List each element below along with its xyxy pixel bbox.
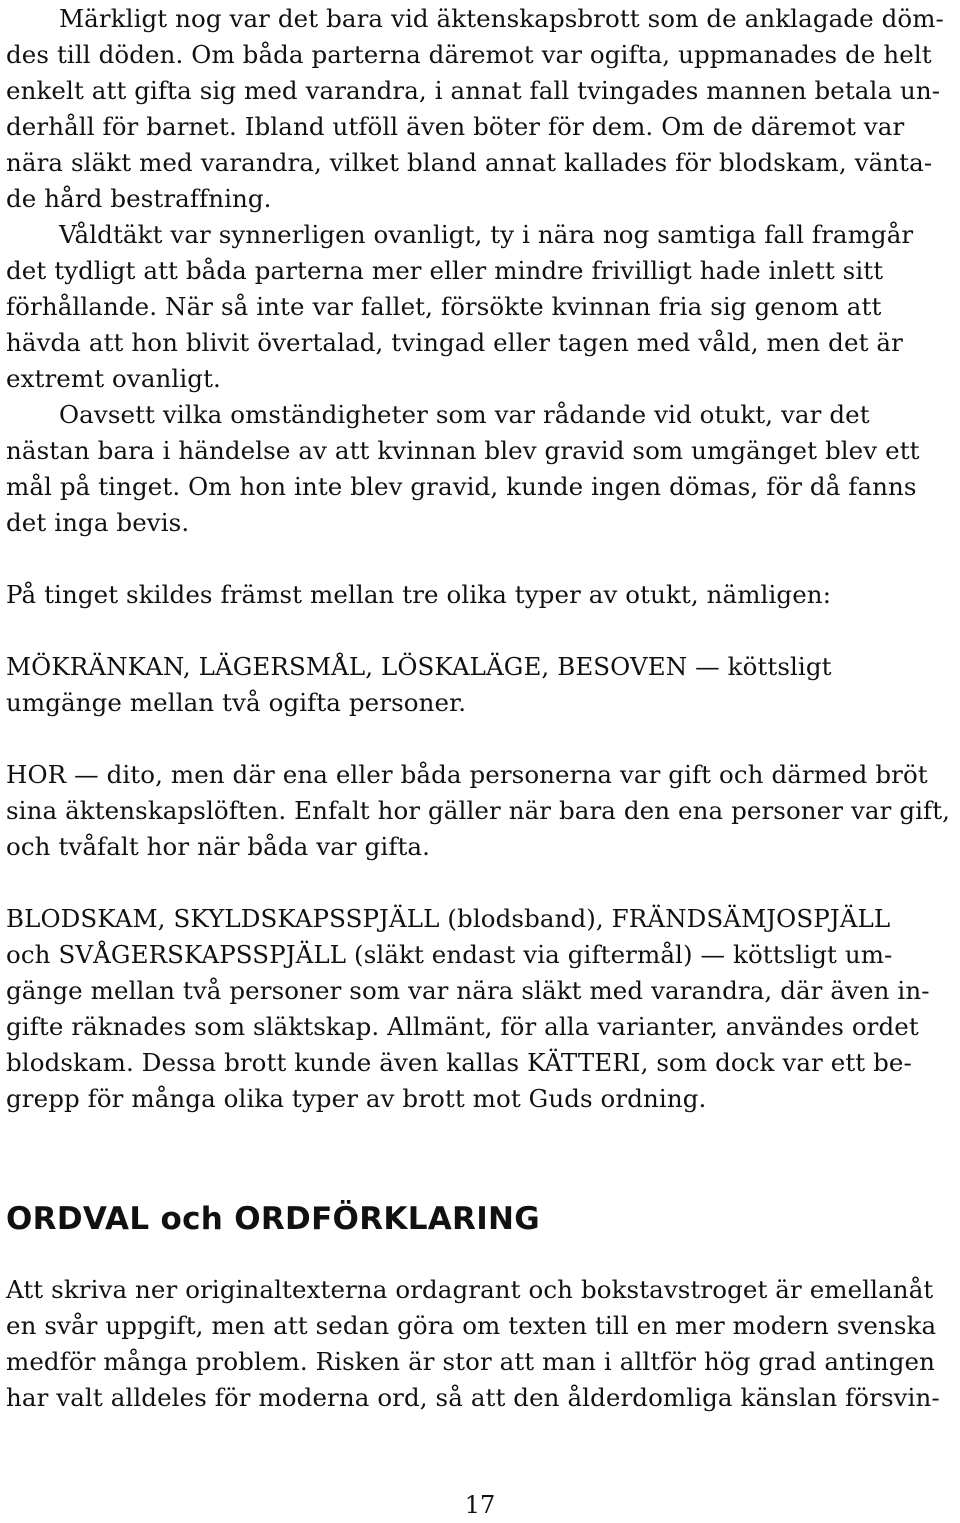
document-page: [6, 0, 954, 1416]
paragraph-hor: HOR — dito, men där ena eller båda personerna var gift och därmed bröt sina äktenskapslöften. Enfalt hor gäller när bara den ena personer var gift, och tvåfalt hor när båda var gifta.: [6, 760, 951, 861]
section-heading: ORDVAL och ORDFÖRKLARING: [6, 1201, 541, 1237]
paragraph-blodskam: BLODSKAM, SKYLDSKAPSSPJÄLL (blodsband), FRÄNDSÄMJOSPJÄLL och SVÅGERSKAPSSPJÄLL (släkt endast via giftermål) — köttsligt um- gänge mellan två personer som var nära släkt med varandra, där även in- gifte räknades som släktskap. Allmänt, för alla varianter, användes ordet blodskam. Dessa brott kunde även kallas KÄTTERI, som dock var ett be- grepp för många olika typer av brott mot Guds ordning.: [6, 904, 930, 1113]
paragraph-rape: Våldtäkt var synnerligen ovanligt, ty i nära nog samtiga fall framgår det tydligt att båda parterna mer eller mindre frivilligt hade inlett sitt förhållande. När så inte var fallet, försökte kvinnan fria sig genom att hävda att hon blivit övertalad, tvingad eller tagen med våld, men det är extremt ovanligt.: [6, 220, 914, 393]
paragraph-adultery-punishment: Märkligt nog var det bara vid äktenskapsbrott som de anklagade döm- des till döden. Om båda parterna däremot var ogifta, uppmanades de helt enkelt att gifta sig med varandra, i annat fall tvingades mannen betala un- derhåll för barnet. Ibland utföll även böter för dem. Om de däremot var nära släkt med varandra, vilket bland annat kallades för blodskam, vänta- de hård bestraffning.: [6, 4, 944, 213]
page-number: 17: [464, 1491, 496, 1519]
paragraph-circumstances: Oavsett vilka omständigheter som var rådande vid otukt, var det nästan bara i händelse av att kvinnan blev gravid som umgänget blev ett mål på tinget. Om hon inte blev gravid, kunde ingen dömas, för då fanns det inga bevis.: [6, 400, 920, 537]
paragraph-types-intro: På tinget skildes främst mellan tre olika typer av otukt, nämligen:: [6, 580, 832, 609]
paragraph-word-choice: Att skriva ner originaltexterna ordagrant och bokstavstroget är emellanåt en svår uppgift, men att sedan göra om texten till en mer modern svenska medför många problem. Risken är stor att man i alltför hög grad antingen har valt alldeles för moderna ord, så att den ålderdomliga känslan försvin-: [6, 1275, 940, 1412]
paragraph-mokrankan: MÖKRÄNKAN, LÄGERSMÅL, LÖSKALÄGE, BESOVEN — köttsligt umgänge mellan två ogifta personer.: [6, 652, 832, 717]
